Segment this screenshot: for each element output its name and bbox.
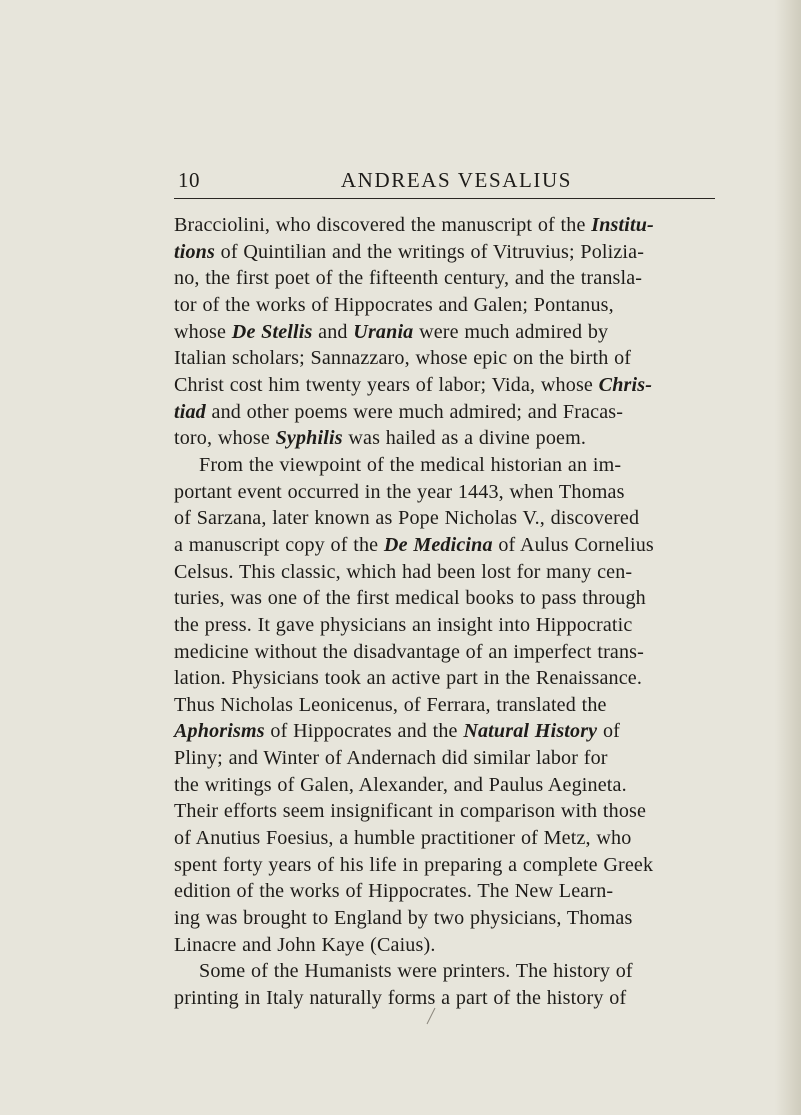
page-header (174, 168, 715, 198)
header-rule (174, 198, 715, 199)
stray-pencil-mark (424, 1006, 438, 1026)
running-head: ANDREAS VESALIUS (340, 168, 573, 192)
page-edge-shadow (775, 0, 801, 1115)
paragraph-1: Bracciolini, who discovered the manuscript of the Institu- tions of Quintilian and the writings of Vitruvius; Polizia- no, the first poet of the fifteenth century, and the transla- tor of the works of Hippocrates and Galen; Pontanus, whose De Stellis and Urania were much admired by Italian scholars; Sannazzaro, whose epic on the birth of Christ cost him twenty years of labor; Vida, whose Chris- tiad and other poems were much admired; and Fracas- toro, whose Syphilis was hailed as a divine poem. (174, 214, 654, 450)
page-number: 10 (178, 168, 200, 192)
paragraph-3: Some of the Humanists were printers. The history of printing in Italy naturally forms a part of the history of (174, 960, 633, 1010)
paragraph-2: From the viewpoint of the medical historian an im- portant event occurred in the year 1443, when Thomas of Sarzana, later known as Pope Nicholas V., discovered a manuscript copy of the De Medicina of Aulus Cornelius Celsus. This classic, which had been lost for many cen- turies, was one of the first medical books to pass through the press. It gave physicians an insight into Hippocratic medicine without the disadvantage of an imperfect trans- lation. Physicians took an active part in the Renaissance. Thus Nicholas Leonicenus, of Ferrara, translated the Aphorisms of Hippocrates and the Natural History of Pliny; and Winter of Andernach did similar labor for the writings of Galen, Alexander, and Paulus Aegineta. Their efforts seem insignificant in comparison with those of Anutius Foesius, a humble practitioner of Metz, who spent forty years of his life in preparing a complete Greek edition of the works of Hippocrates. The New Learn- ing was brought to England by two physicians, Thomas Linacre and John Kaye (Caius). (174, 453, 654, 956)
body-text (174, 212, 715, 1012)
